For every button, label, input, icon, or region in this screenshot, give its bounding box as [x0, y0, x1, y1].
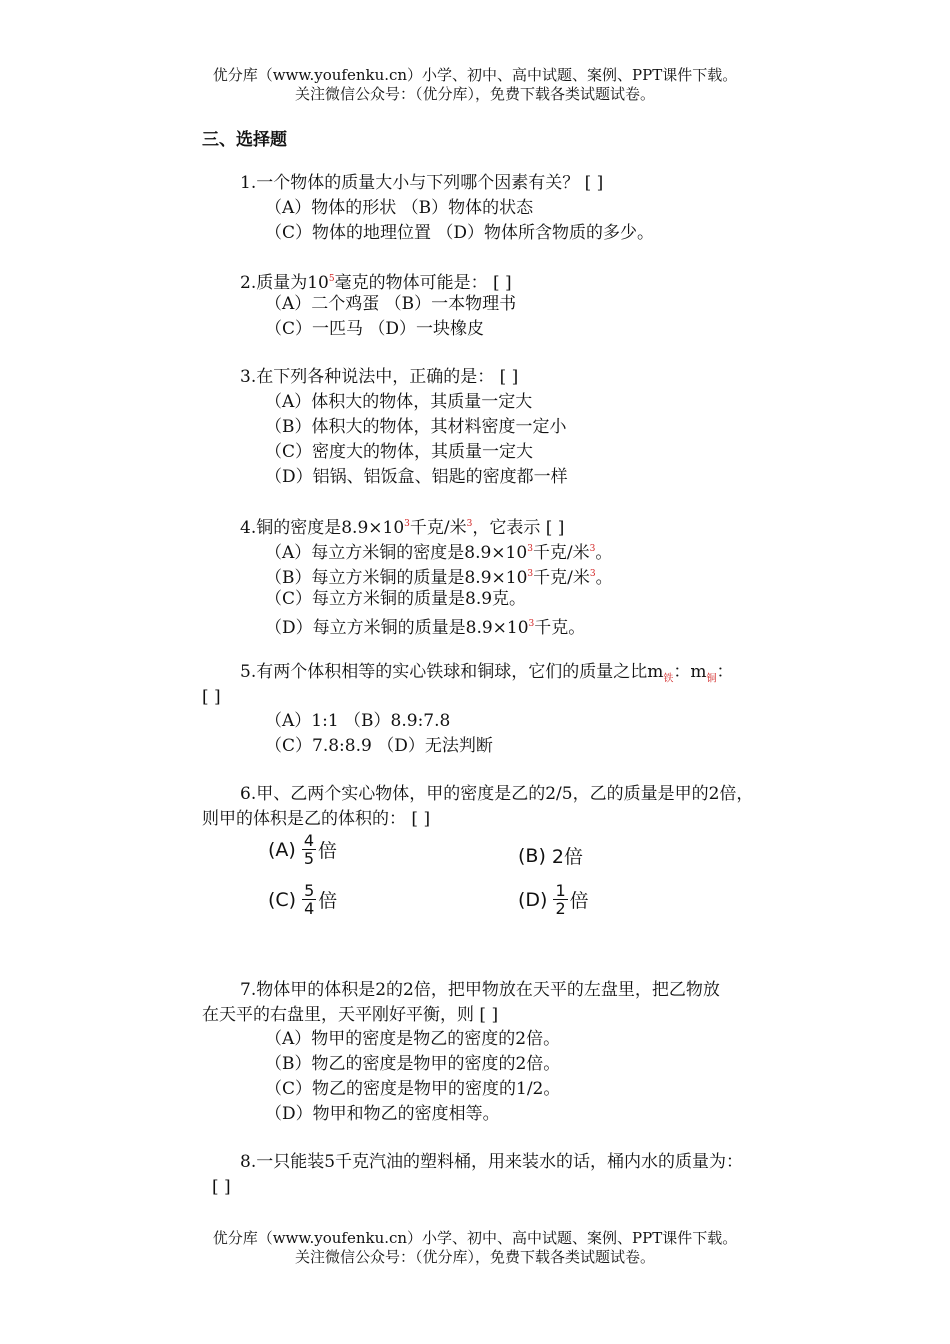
q7-option-b: （B）物乙的密度是物甲的密度的2倍。	[265, 1054, 561, 1074]
q8-bracket: [ ]	[212, 1177, 231, 1197]
q7-option-d: （D）物甲和物乙的密度相等。	[265, 1104, 500, 1124]
fraction-1-2: $\frac{1}{2}$	[555, 881, 566, 918]
header-line-1: 优分库（www.youfenku.cn）小学、初中、高中试题、案例、PPT课件下载。	[212, 66, 738, 84]
q6-option-a: (A) $\frac{4}{5}$ 倍	[268, 831, 338, 868]
q6-stem-line-2: 则甲的体积是乙的体积的： [ ]	[202, 809, 431, 829]
q4-option-c: （C）每立方米铜的质量是8.9克。	[265, 589, 527, 609]
q1-options-cd: （C）物体的地理位置 （D）物体所含物质的多少。	[265, 223, 655, 243]
q3-option-c: （C）密度大的物体，其质量一定大	[265, 442, 534, 462]
q5-options-cd: （C）7.8:8.9 （D）无法判断	[265, 736, 493, 756]
fraction-4-5: $\frac{4}{5}$	[303, 831, 315, 868]
q3-option-a: （A）体积大的物体，其质量一定大	[265, 392, 533, 412]
q1-options-ab: （A）物体的形状 （B）物体的状态	[265, 198, 534, 218]
footer-line-2: 关注微信公众号：（优分库），免费下载各类试题试卷。	[294, 1248, 655, 1266]
fraction-5-4: $\frac{5}{4}$	[304, 881, 315, 918]
q3-stem: 3.在下列各种说法中，正确的是： [ ]	[240, 367, 519, 387]
q5-bracket: [ ]	[202, 687, 221, 707]
q2-exponent: 5	[328, 274, 335, 284]
q7-option-a: （A）物甲的密度是物乙的密度的2倍。	[265, 1029, 561, 1049]
q3-option-b: （B）体积大的物体，其材料密度一定小	[265, 417, 567, 437]
q5-stem: 5.有两个体积相等的实心铁球和铜球，它们的质量之比$m_铁$：$m_铜$：	[240, 662, 734, 685]
section-title: 三、选择题	[202, 130, 287, 150]
q5-options-ab: （A）1:1 （B）8.9:7.8	[265, 711, 451, 731]
q4-option-a: （A）每立方米铜的密度是$8.9\times 10^3$千克/米$^3$。	[265, 543, 613, 563]
q1-stem: 1.一个物体的质量大小与下列哪个因素有关？ [ ]	[240, 173, 604, 193]
q7-stem-line-1: 7.物体甲的体积是2的2倍，把甲物放在天平的左盘里，把乙物放	[240, 980, 720, 1000]
q6-option-b: (B) 2倍	[518, 844, 583, 868]
q6-stem-line-1: 6.甲、乙两个实心物体，甲的密度是乙的2/5，乙的质量是甲的2倍，	[240, 784, 754, 804]
q3-option-d: （D）铝锅、铝饭盒、铝匙的密度都一样	[265, 467, 568, 487]
q2-stem: 2.质量为$10^5$毫克的物体可能是： [ ]	[240, 273, 512, 293]
q2-options-cd: （C）一匹马 （D）一块橡皮	[265, 319, 485, 339]
q6-option-d: (D) $\frac{1}{2}$ 倍	[518, 881, 589, 918]
q7-option-c: （C）物乙的密度是物甲的密度的1/2。	[265, 1079, 561, 1099]
q8-stem: 8.一只能装5千克汽油的塑料桶，用来装水的话，桶内水的质量为：	[240, 1152, 744, 1172]
header-line-2: 关注微信公众号：（优分库），免费下载各类试题试卷。	[294, 85, 655, 103]
q6-option-c: (C) $\frac{5}{4}$ 倍	[268, 881, 338, 918]
q4-option-b: （B）每立方米铜的质量是$8.9\times 10^3$千克/米$^3$。	[265, 568, 613, 588]
q7-stem-line-2: 在天平的右盘里，天平刚好平衡，则 [ ]	[202, 1005, 499, 1025]
q4-stem: 4.铜的密度是$8.9\times 10^3$千克/米$^3$，它表示 [ ]	[240, 518, 565, 538]
q2-options-ab: （A）二个鸡蛋 （B）一本物理书	[265, 294, 517, 314]
footer-line-1: 优分库（www.youfenku.cn）小学、初中、高中试题、案例、PPT课件下载。	[212, 1229, 738, 1247]
q4-option-d: （D）每立方米铜的质量是$8.9\times 10^3$千克。	[265, 618, 586, 638]
